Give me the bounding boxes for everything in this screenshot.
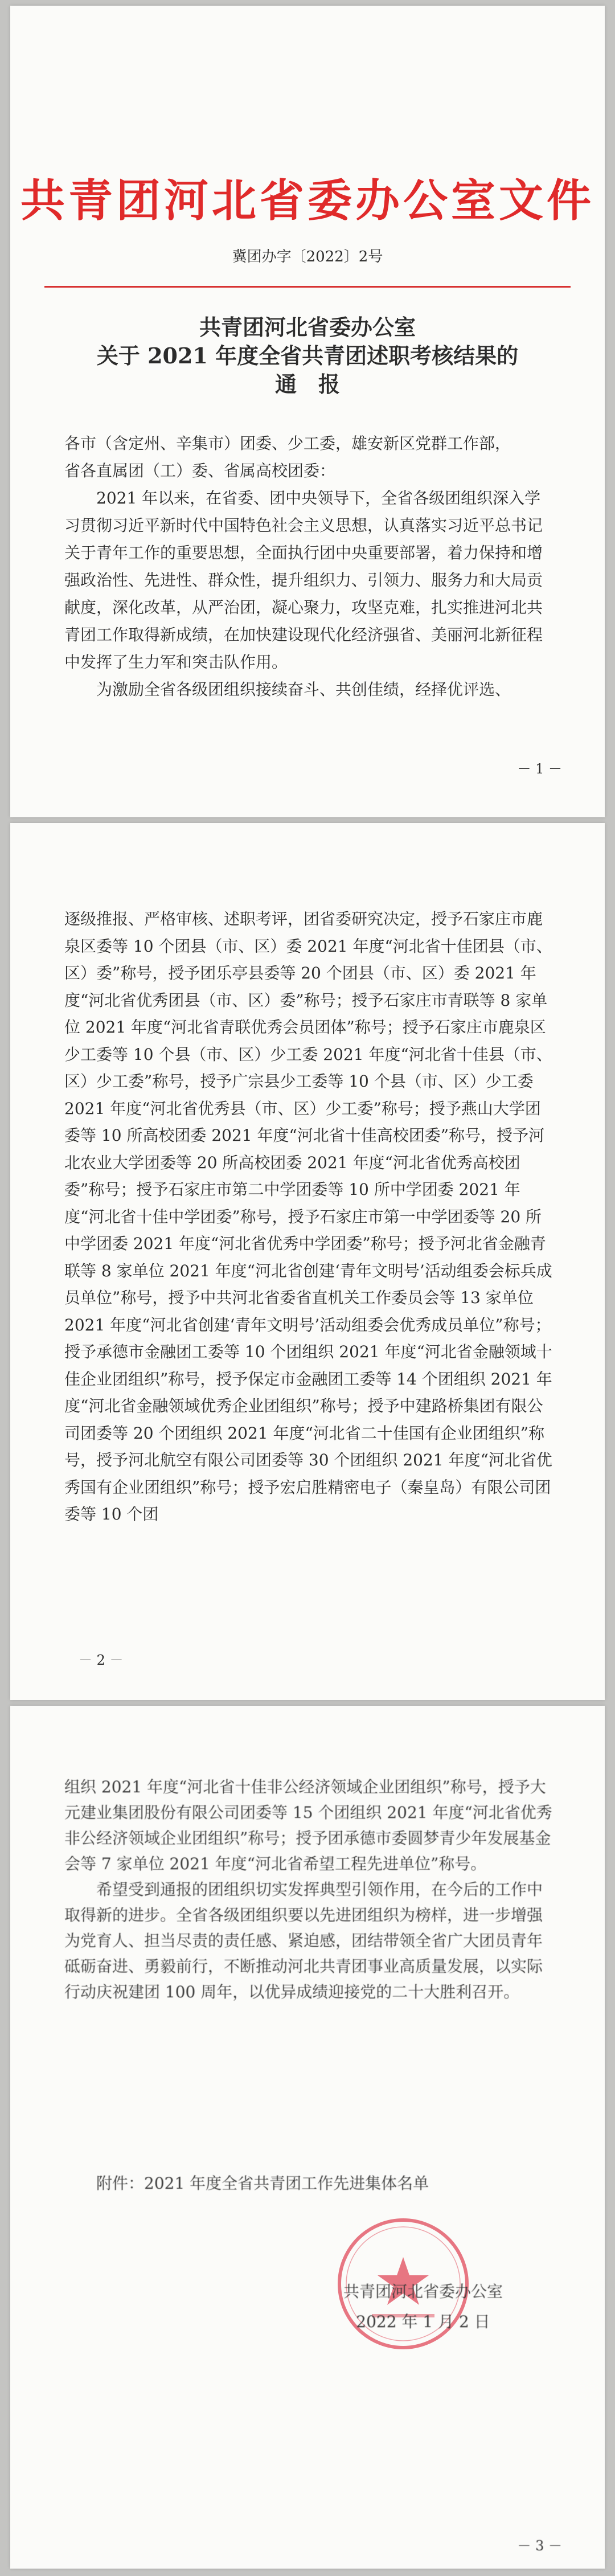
addressee-line-2: 省各直属团（工）委、省属高校团委：	[64, 461, 336, 480]
page1-body	[64, 430, 554, 703]
page-number: － 3 －	[517, 2538, 562, 2554]
paragraph-hope: 希望受到通报的团组织切实发挥典型引领作用，在今后的工作中取得新的进步。全省各级团组织要以先进团组织为榜样，进一步增强为党育人、担当尽责的责任感、紧迫感，团结带领全省广大团员青年砥砺奋进、勇毅前行，不断推动河北共青团事业高质量发展，以实际行动庆祝建团 100 周年，以优异成绩迎接党的二十大胜利召开。	[64, 1880, 543, 2001]
page-1	[10, 6, 605, 817]
title-line-2: 关于 2021 年度全省共青团述职考核结果的	[96, 343, 519, 368]
paragraph-intro: 2021 年以来，在省委、团中央领导下，全省各级团组织深入学习贯彻习近平新时代中国特色社会主义思想，认真落实习近平总书记关于青年工作的重要思想，全面执行团中央重要部署，着力保持和增强政治性、先进性、群众性，提升组织力、引领力、服务力和大局贡献度，深化改革，从严治团，凝心聚力，攻坚克难，扎实推进河北共青团工作取得新成绩，在加快建设现代化经济强省、美丽河北新征程中发挥了生力军和突击队作用。	[64, 489, 543, 671]
paragraph-motivation-start: 为激励全省各级团组织接续奋斗、共创佳绩，经择优评选、	[96, 680, 511, 699]
title-line-1: 共青团河北省委办公室	[199, 314, 416, 340]
red-divider-line	[44, 286, 571, 288]
document-number: 冀团办字〔2022〕2号	[232, 248, 383, 265]
page2-body	[64, 906, 554, 1528]
addressee-line-1: 各市（含定州、辛集市）团委、少工委，雄安新区党群工作部，	[64, 434, 511, 453]
page-number: － 2 －	[79, 1652, 124, 1668]
page-2	[10, 823, 605, 1700]
paragraph-awards: 逐级推报、严格审核、述职考评，团省委研究决定，授予石家庄市鹿泉区委等 10 个团县（市、区）委 2021 年度“河北省十佳团县（市、区）委”称号，授予团乐亭县委等 20 个团县（市、区）委 2021 年度“河北省优秀团县（市、区）委”称号；授予石家庄市青联等 8 家单位 2021 年度“河北省青联优秀会员团体”称号；授予石家庄市鹿泉区少工委等 10 个县（市、区）少工委 2021 年度“河北省十佳县（市、区）少工委”称号，授予广宗县少工委等 10 个县（市、区）少工委 2021 年度“河北省优秀县（市、区）少工委”称号；授予燕山大学团委等 10 所高校团委 2021 年度“河北省十佳高校团委”称号，授予河北农业大学团委等 20 所高校团委 2021 年度“河北省优秀高校团委”称号；授予石家庄市第二中学团委等 10 所中学团委 2021 年度“河北省十佳中学团委”称号，授予石家庄市第一中学团委等 20 所中学团委 2021 年度“河北省优秀中学团委”称号；授予河北省金融青联等 8 家单位 2021 年度“河北省创建‘青年文明号’活动组委会标兵成员单位”称号，授予中共河北省委省直机关工作委员会等 13 家单位 2021 年度“河北省创建‘青年文明号’活动组委会优秀成员单位”称号；授予承德市金融团工委等 10 个团组织 2021 年度“河北省金融领域十佳企业团组织”称号，授予保定市金融团工委等 14 个团组织 2021 年度“河北省金融领域优秀企业团组织”称号；授予中建路桥集团有限公司团委等 20 个团组织 2021 年度“河北省二十佳国有企业团组织”称号，授予河北航空有限公司团委等 30 个团组织 2021 年度“河北省优秀国有企业团组织”称号；授予宏启胜精密电子（秦皇岛）有限公司团委等 10 个团	[64, 910, 552, 1524]
document-red-header: 共青团河北省委办公室文件	[20, 175, 594, 227]
page-number: － 1 －	[517, 761, 562, 777]
signature-org: 共青团河北省委办公室	[343, 2282, 503, 2301]
page3-body	[64, 1774, 554, 2005]
title-line-3: 通 报	[274, 371, 340, 397]
signature-date: 2022 年 1 月 2 日	[356, 2312, 490, 2331]
paragraph-awards-continued: 组织 2021 年度“河北省十佳非公经济领域企业团组织”称号，授予大元建业集团股份有限公司团委等 15 个团组织 2021 年度“河北省优秀非公经济领域企业团组织”称号；授予团承德市委圆梦青少年发展基金会等 7 家单位 2021 年度“河北省希望工程先进单位”称号。	[64, 1778, 552, 1873]
attachment-line: 附件：2021 年度全省共青团工作先进集体名单	[96, 2174, 429, 2193]
page-3	[10, 1706, 605, 2569]
